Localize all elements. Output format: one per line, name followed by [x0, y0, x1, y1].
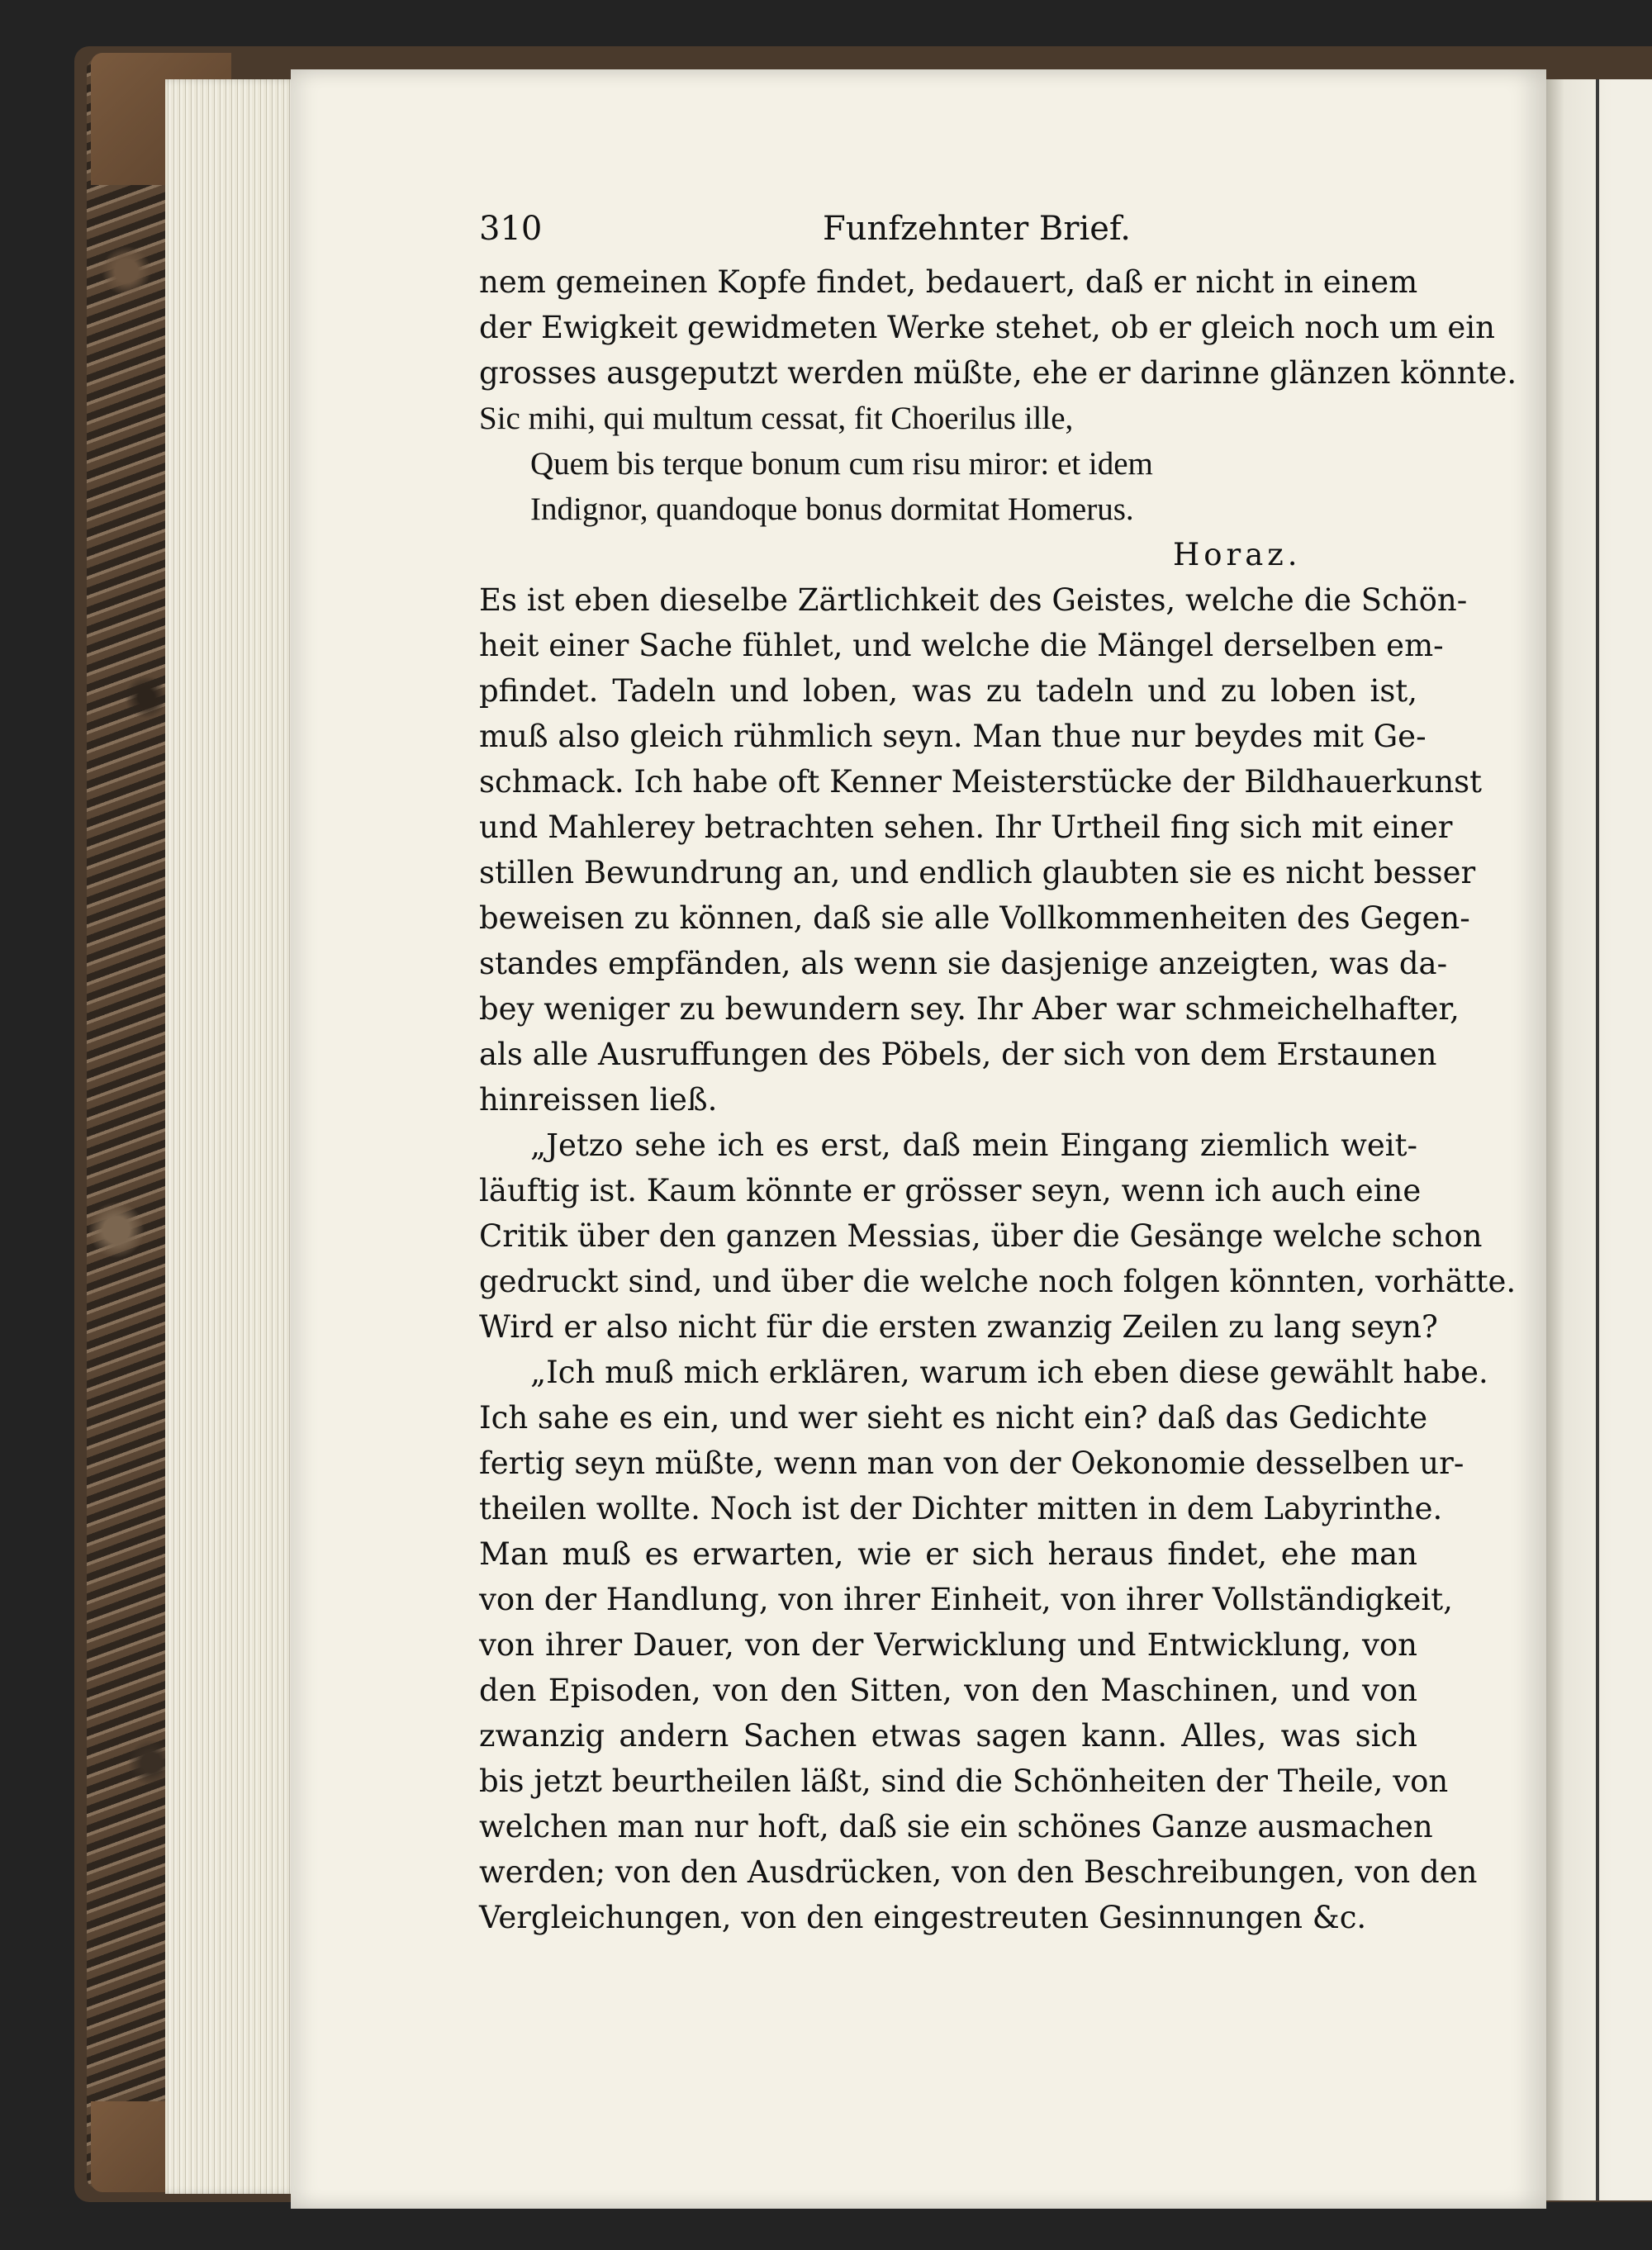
text-line: von der Handlung, von ihrer Einheit, von ihrer Vollständigkeit,	[479, 1582, 1453, 1617]
text-line: welchen man nur hoft, daß sie ein schönes Ganze ausmachen	[479, 1809, 1433, 1844]
text-line: fertig seyn müßte, wenn man von der Oekonomie desselben ur-	[479, 1445, 1464, 1481]
text-line: beweisen zu können, daß sie alle Vollkommenheiten des Gegen-	[479, 900, 1470, 936]
text-line: Critik über den ganzen Messias, über die Gesänge welche schon	[479, 1218, 1483, 1254]
quote-line: Indignor, quandoque bonus dormitat Homerus.	[530, 491, 1134, 527]
text-line: bis jetzt beurtheilen läßt, sind die Schönheiten der Theile, von	[479, 1763, 1449, 1799]
quote-line: Sic mihi, qui multum cessat, fit Choerilus ille,	[479, 401, 1074, 436]
chapter-title: Funfzehnter Brief.	[823, 210, 1132, 248]
text-line: grosses ausgeputzt werden müßte, ehe er darinne glänzen könnte.	[479, 355, 1517, 391]
text-line: hinreissen ließ.	[479, 1082, 718, 1118]
text-line: als alle Ausruffungen des Pöbels, der sich von dem Erstaunen	[479, 1037, 1437, 1072]
text-line: und Mahlerey betrachten sehen. Ihr Urtheil fing sich mit einer	[479, 809, 1453, 845]
text-line: theilen wollte. Noch ist der Dichter mitten in dem Labyrinthe.	[479, 1491, 1443, 1526]
text-line: stillen Bewundrung an, und endlich glaubten sie es nicht besser	[479, 855, 1476, 890]
running-head	[479, 210, 1417, 259]
text-line: pfindet. Tadeln und loben, was zu tadeln und zu loben ist,	[479, 673, 1417, 709]
text-line: der Ewigkeit gewidmeten Werke stehet, ob er gleich noch um ein	[479, 310, 1495, 345]
quote-line: Quem bis terque bonum cum risu miror: et idem	[530, 446, 1153, 482]
text-line: „Jetzo sehe ich es erst, daß mein Eingang ziemlich weit-	[530, 1127, 1417, 1163]
text-line: standes empfänden, als wenn sie dasjenige anzeigten, was da-	[479, 946, 1448, 981]
quote-attribution: Horaz.	[1173, 537, 1302, 572]
text-line: läuftig ist. Kaum könnte er grösser seyn, wenn ich auch eine	[479, 1173, 1422, 1208]
text-line: nem gemeinen Kopfe findet, bedauert, daß er nicht in einem	[479, 264, 1418, 300]
page-number: 310	[479, 210, 543, 248]
text-line: Ich sahe es ein, und wer sieht es nicht ein? daß das Gedichte	[479, 1400, 1428, 1436]
text-line: schmack. Ich habe oft Kenner Meisterstücke der Bildhauerkunst	[479, 764, 1483, 800]
text-line: werden; von den Ausdrücken, von den Beschreibungen, von den	[479, 1854, 1478, 1890]
text-line: zwanzig andern Sachen etwas sagen kann. Alles, was sich	[479, 1718, 1417, 1754]
text-line: Man muß es erwarten, wie er sich heraus findet, ehe man	[479, 1536, 1417, 1572]
text-line: Es ist eben dieselbe Zärtlichkeit des Geistes, welche die Schön-	[479, 582, 1468, 618]
text-line: „Ich muß mich erklären, warum ich eben diese gewählt habe.	[530, 1355, 1488, 1390]
page-edges	[165, 79, 297, 2194]
text-line: gedruckt sind, und über die welche noch folgen könnten, vorhätte.	[479, 1264, 1517, 1299]
text-line: von ihrer Dauer, von der Verwicklung und Entwicklung, von	[479, 1627, 1417, 1663]
facing-page	[1546, 79, 1652, 2200]
text-line: Vergleichungen, von den eingestreuten Gesinnungen &c.	[479, 1900, 1367, 1935]
page-text	[479, 210, 1517, 1940]
text-line: Wird er also nicht für die ersten zwanzig Zeilen zu lang seyn?	[479, 1309, 1438, 1345]
text-line: muß also gleich rühmlich seyn. Man thue nur beydes mit Ge-	[479, 719, 1427, 754]
text-line: bey weniger zu bewundern sey. Ihr Aber war schmeichelhafter,	[479, 991, 1460, 1027]
text-line: den Episoden, von den Sitten, von den Maschinen, und von	[479, 1673, 1417, 1708]
text-line: heit einer Sache fühlet, und welche die Mängel derselben em-	[479, 628, 1444, 663]
